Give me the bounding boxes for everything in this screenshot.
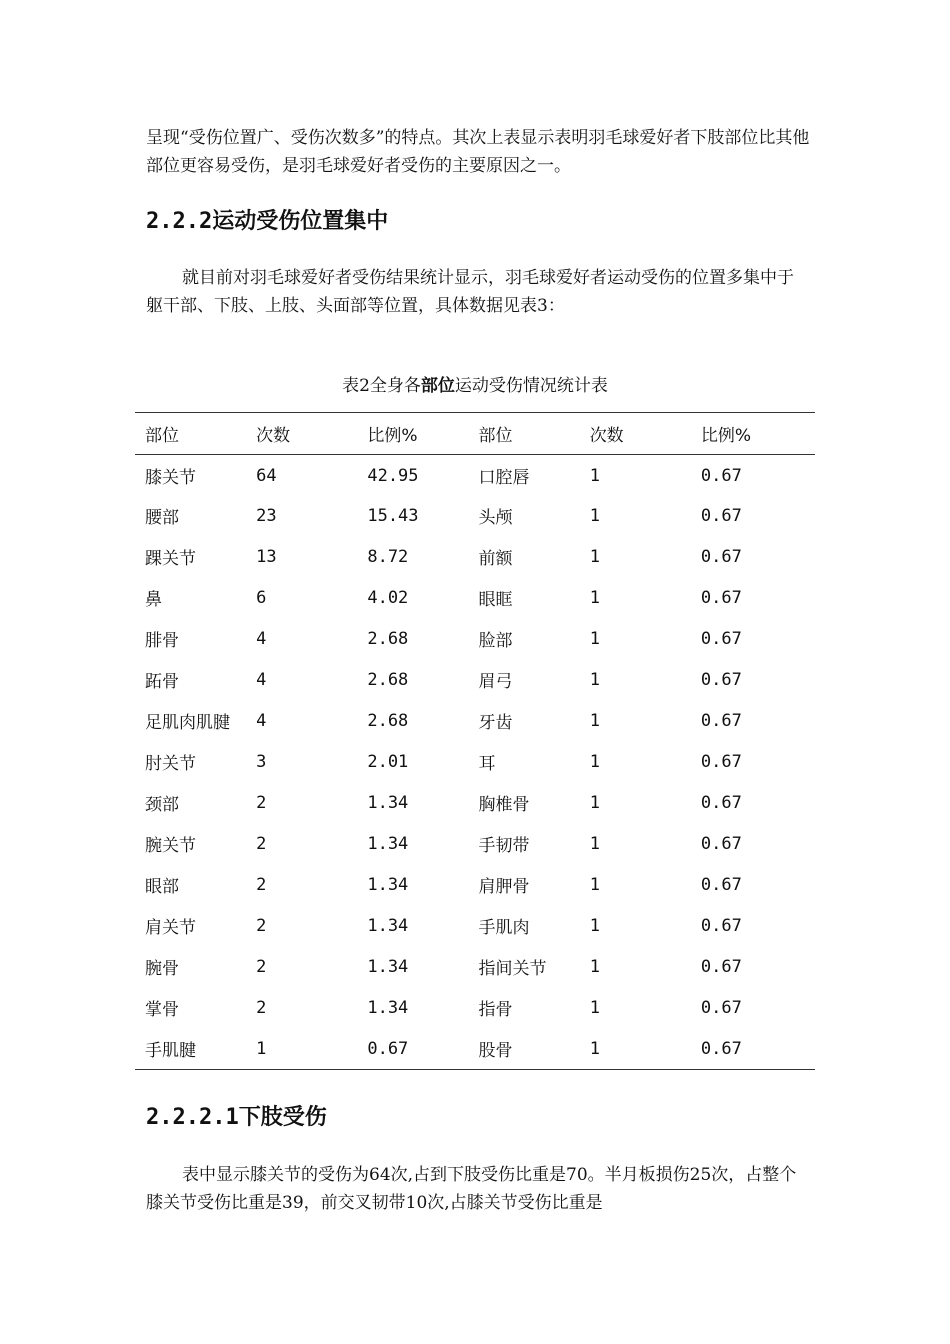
table-cell: 0.67 — [700, 669, 742, 690]
table-cell: 肩关节 — [145, 918, 196, 938]
table-cell: 1.34 — [367, 792, 409, 813]
table-cell: 跖骨 — [145, 672, 179, 692]
section-number: 2.2.2 — [146, 209, 213, 234]
table-cell: 64 — [256, 465, 277, 486]
intro-paragraph: 呈现“受伤位置广、受伤次数多”的特点。其次上表显示表明羽毛球爱好者下肢部位比其他部位更容易受伤，是羽毛球爱好者受伤的主要原因之一。 — [146, 128, 810, 176]
table-cell: 手韧带 — [478, 836, 530, 856]
table-cell: 2 — [256, 956, 267, 977]
table-cell: 1 — [589, 546, 600, 567]
table-cell: 口腔唇 — [478, 468, 530, 489]
table-cell: 42.95 — [367, 465, 419, 486]
injury-table — [135, 412, 815, 1070]
table-cell: 腕骨 — [145, 959, 179, 979]
subsection-number: 2.2.2.1 — [146, 1105, 239, 1130]
table-cell: 腰部 — [145, 508, 179, 528]
table-cell: 眉弓 — [478, 672, 513, 692]
table-cell: 4.02 — [367, 587, 409, 608]
table-cell: 1 — [589, 465, 600, 486]
table-cell: 牙齿 — [478, 713, 513, 733]
table-cell: 2 — [256, 997, 267, 1018]
table-cell: 手肌腱 — [145, 1041, 196, 1061]
table-cell: 腓骨 — [145, 631, 179, 651]
table-row — [135, 864, 815, 905]
table-cell: 2 — [256, 792, 267, 813]
table-cell: 1.34 — [367, 874, 409, 895]
table-cell: 4 — [256, 710, 267, 731]
table-cell: 0.67 — [700, 792, 742, 813]
subsection-paragraph: 表中显示膝关节的受伤为64次,占到下肢受伤比重是70。半月板损伤25次，占整个膝关节受伤比重是39，前交叉韧带10次,占膝关节受伤比重是 — [146, 1165, 797, 1213]
table-cell: 手肌肉 — [478, 918, 530, 938]
subsection-title: 下肢受伤 — [238, 1105, 327, 1130]
table-cell: 0.67 — [700, 956, 742, 977]
table-cell: 2.68 — [367, 628, 409, 649]
header-cell: 次数 — [246, 413, 357, 454]
table-cell: 1 — [256, 1038, 267, 1059]
table-cell: 1 — [589, 587, 600, 608]
table-cell: 1.34 — [367, 915, 409, 936]
table-cell: 0.67 — [700, 587, 742, 608]
table-cell: 膝关节 — [145, 468, 196, 489]
table-cell: 0.67 — [700, 710, 742, 731]
table-cell: 股骨 — [478, 1041, 513, 1061]
table-row — [135, 577, 815, 618]
table-row — [135, 987, 815, 1028]
table-cell: 1 — [589, 505, 600, 526]
table-cell: 1 — [589, 956, 600, 977]
table-cell: 颈部 — [145, 795, 179, 815]
table-cell: 0.67 — [700, 751, 742, 772]
table-cell: 2 — [256, 874, 267, 895]
table-cell: 3 — [256, 751, 267, 772]
table-cell: 足肌肉肌腱 — [145, 713, 230, 733]
table-row — [135, 905, 815, 946]
table-row — [135, 659, 815, 700]
table-header-row — [135, 413, 815, 454]
section-paragraph: 就目前对羽毛球爱好者受伤结果统计显示，羽毛球爱好者运动受伤的位置多集中于躯干部、下肢、上肢、头面部等位置，具体数据见表3： — [146, 268, 794, 316]
header-cell: 比例% — [691, 413, 815, 454]
table-cell: 23 — [256, 505, 277, 526]
table-cell: 1 — [589, 751, 600, 772]
table-cell: 1 — [589, 1038, 600, 1059]
table-cell: 2.68 — [367, 669, 409, 690]
table-cell: 前额 — [478, 549, 513, 569]
table-row — [135, 1028, 815, 1069]
table-cell: 8.72 — [367, 546, 409, 567]
table-cell: 肘关节 — [145, 754, 196, 774]
header-cell: 比例% — [357, 413, 468, 454]
table-row — [135, 782, 815, 823]
table-row — [135, 536, 815, 577]
table-cell: 腕关节 — [145, 836, 196, 856]
header-cell: 部位 — [135, 413, 246, 454]
subsection-heading — [146, 1100, 327, 1131]
table-cell: 1 — [589, 628, 600, 649]
table-cell: 1 — [589, 833, 600, 854]
table-cell: 1 — [589, 710, 600, 731]
table-cell: 0.67 — [700, 915, 742, 936]
table-cell: 0.67 — [367, 1038, 409, 1059]
table-cell: 1.34 — [367, 997, 409, 1018]
table-cell: 0.67 — [700, 546, 742, 567]
table-cell: 指间关节 — [478, 959, 547, 979]
table-cell: 0.67 — [700, 1038, 742, 1059]
table-row — [135, 454, 815, 495]
table-cell: 0.67 — [700, 505, 742, 526]
table-row — [135, 495, 815, 536]
table-cell: 鼻 — [145, 590, 162, 610]
caption-bold: 部位 — [420, 376, 455, 396]
table-cell: 头颅 — [478, 508, 513, 528]
caption-prefix: 表2全身各 — [342, 376, 421, 396]
table-cell: 脸部 — [478, 631, 513, 651]
table-cell: 13 — [256, 546, 277, 567]
table-cell: 1 — [589, 997, 600, 1018]
header-cell: 次数 — [580, 413, 691, 454]
table-row — [135, 618, 815, 659]
table-row — [135, 946, 815, 987]
table-cell: 1 — [589, 915, 600, 936]
table-cell: 2 — [256, 833, 267, 854]
table-cell: 2 — [256, 915, 267, 936]
table-cell: 1 — [589, 792, 600, 813]
table-cell: 6 — [256, 587, 267, 608]
table-cell: 眼部 — [145, 877, 179, 897]
table-row — [135, 700, 815, 741]
table-cell: 2.68 — [367, 710, 409, 731]
table-cell: 1 — [589, 874, 600, 895]
table-cell: 1.34 — [367, 833, 409, 854]
table-cell: 肩胛骨 — [478, 877, 530, 897]
table-cell: 指骨 — [478, 1000, 513, 1020]
header-cell: 部位 — [469, 413, 580, 454]
table-row — [135, 823, 815, 864]
table-cell: 4 — [256, 628, 267, 649]
table-cell: 眼眶 — [478, 590, 513, 610]
table-cell: 0.67 — [700, 833, 742, 854]
caption-suffix: 运动受伤情况统计表 — [454, 376, 608, 396]
table-cell: 2.01 — [367, 751, 409, 772]
table-cell: 4 — [256, 669, 267, 690]
table-cell: 胸椎骨 — [478, 795, 530, 815]
section-heading — [146, 204, 388, 235]
table-cell: 掌骨 — [145, 1000, 179, 1020]
table-cell: 0.67 — [700, 997, 742, 1018]
table-cell: 0.67 — [700, 874, 742, 895]
section-title: 运动受伤位置集中 — [212, 209, 389, 234]
table-cell: 耳 — [478, 754, 496, 774]
table-cell: 15.43 — [367, 505, 419, 526]
table-row — [135, 741, 815, 782]
table-cell: 0.67 — [700, 628, 742, 649]
table-cell: 1.34 — [367, 956, 409, 977]
table-cell: 踝关节 — [145, 549, 196, 569]
table-cell: 1 — [589, 669, 600, 690]
table-caption — [135, 371, 815, 396]
table-cell: 0.67 — [700, 465, 742, 486]
